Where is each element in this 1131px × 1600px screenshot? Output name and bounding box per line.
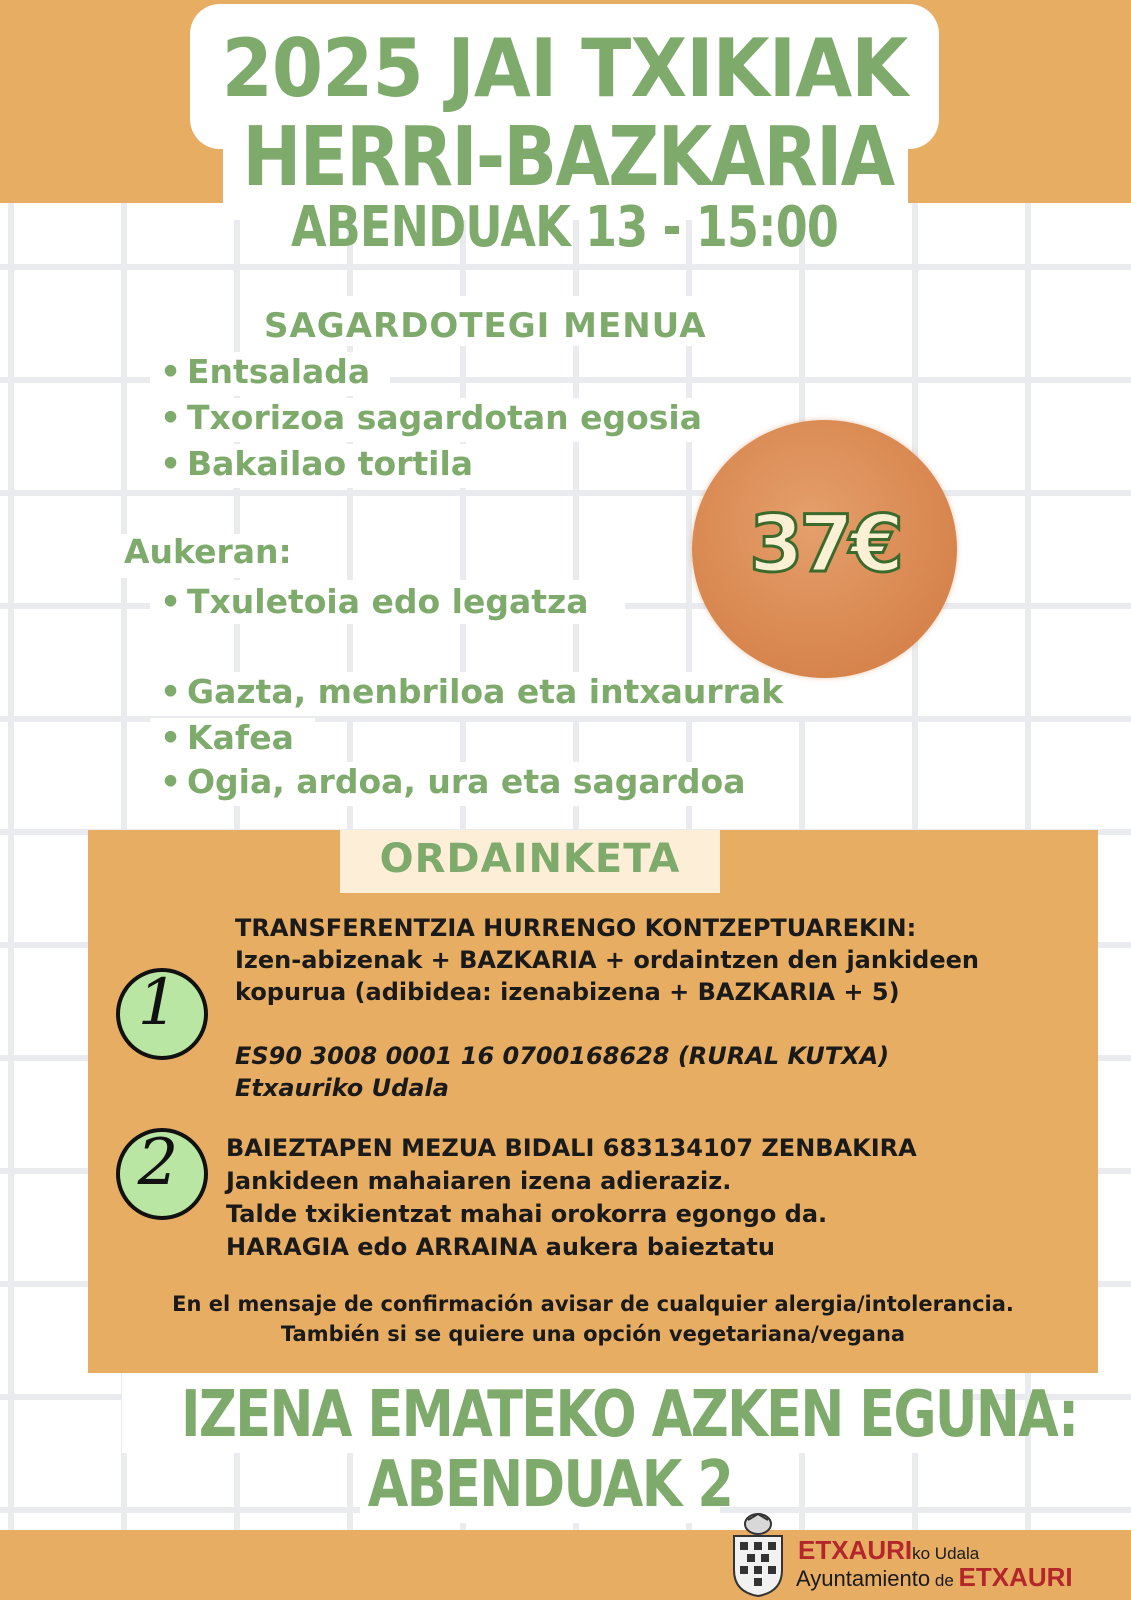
event-title: 2025 JAI TXIKIAK [221,22,908,115]
bullet-icon: • [160,444,182,483]
deadline-label: IZENA EMATEKO AZKEN EGUNA: [181,1378,1078,1452]
logo-suffix: ko Udala [912,1544,980,1563]
logo-de: de [930,1571,959,1590]
option-item [160,582,589,621]
bullet-icon: • [160,762,182,801]
event-date: ABENDUAK 13 - 15:00 [291,195,838,260]
step-1-line: kopurua (adibidea: izenabizena + BAZKARIA + 5) [235,978,900,1006]
bullet-icon: • [160,398,182,437]
menu-item [160,398,702,437]
options-label: Aukeran: [124,532,292,571]
vegetarian-note: También si se quiere una opción vegetariana/vegana [280,1322,906,1346]
menu-item-label: Bakailao tortila [187,444,474,483]
bullet-icon: • [160,718,182,757]
step-1-number: 1 [137,966,179,1040]
bullet-icon: • [160,352,182,391]
logo-text-spanish [796,1562,1073,1593]
step-2-line: Jankideen mahaiaren izena adieraziz. [226,1167,732,1195]
menu-item [160,352,370,391]
payment-title: ORDAINKETA [379,836,681,882]
menu-item-label: Ogia, ardoa, ura eta sagardoa [187,762,746,801]
menu-item [160,672,783,711]
menu-item [160,718,294,757]
event-subtitle: HERRI-BAZKARIA [242,110,894,205]
menu-item-label: Kafea [187,718,294,757]
logo-town-name: ETXAURI [798,1535,913,1565]
deadline-date: ABENDUAK 2 [367,1448,733,1522]
step-2-line: BAIEZTAPEN MEZUA BIDALI 683134107 ZENBAKIRA [226,1134,917,1162]
logo-ayuntamiento: Ayuntamiento [796,1566,931,1591]
bank-account: ES90 3008 0001 16 0700168628 (RURAL KUTXA) [235,1042,890,1070]
menu-heading: SAGARDOTEGI MENUA [264,306,707,346]
menu-item-label: Entsalada [187,352,371,391]
menu-item-label: Gazta, menbriloa eta intxaurrak [187,672,784,711]
step-1-line: Izen-abizenak + BAZKARIA + ordaintzen den jankideen [235,946,979,974]
coat-of-arms-icon [728,1510,788,1598]
step-2-line: Talde txikientzat mahai orokorra egongo da. [226,1200,828,1228]
bullet-icon: • [160,582,182,621]
price-label: 37€ [749,500,900,590]
step-2-number: 2 [137,1126,179,1200]
step-1-line: TRANSFERENTZIA HURRENGO KONTZEPTUAREKIN: [235,914,917,942]
allergy-note: En el mensaje de confirmación avisar de cualquier alergia/intolerancia. [172,1292,1014,1316]
logo-town-name: ETXAURI [958,1562,1073,1592]
account-holder: Etxauriko Udala [235,1074,449,1102]
bullet-icon: • [160,672,182,711]
menu-item [160,444,473,483]
menu-item [160,762,746,801]
menu-item-label: Txorizoa sagardotan egosia [187,398,702,437]
step-2-line: HARAGIA edo ARRAINA aukera baieztatu [226,1233,775,1261]
option-item-label: Txuletoia edo legatza [187,582,589,621]
